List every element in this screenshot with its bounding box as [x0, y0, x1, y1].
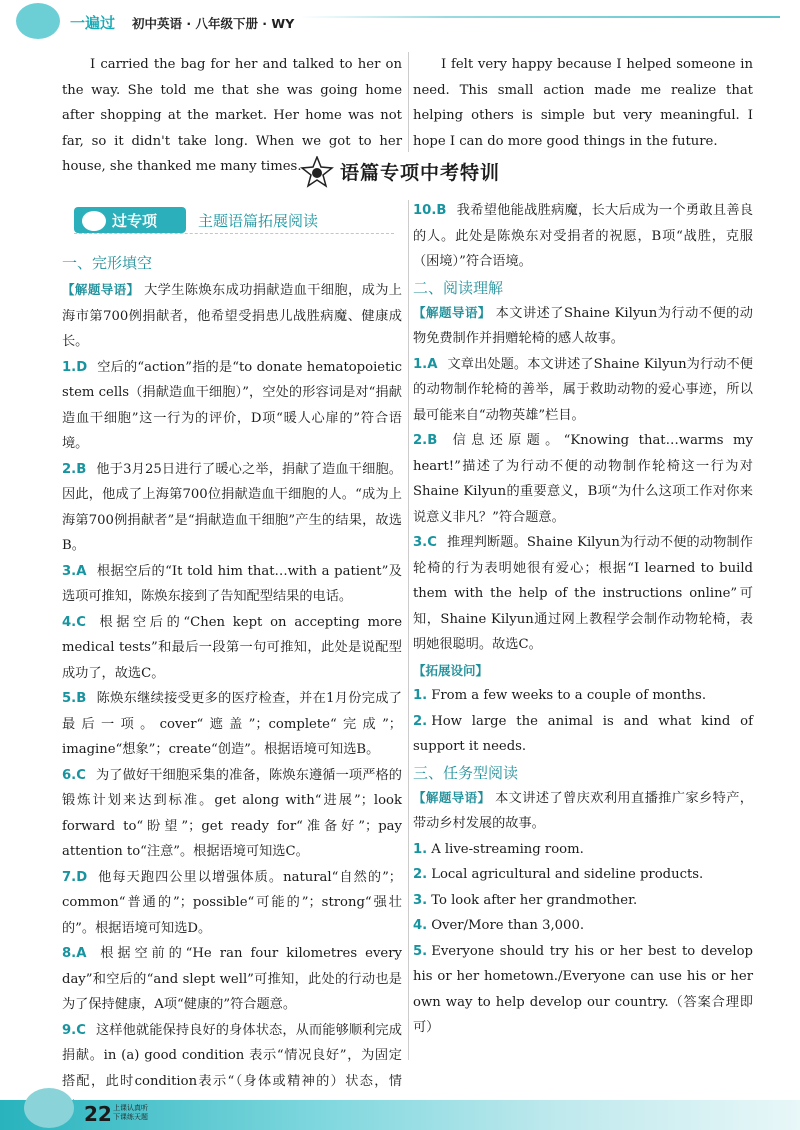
item-answer: B — [427, 433, 438, 448]
answer-item — [413, 428, 753, 530]
mascot-logo-icon — [16, 3, 60, 39]
item-answer: D — [76, 869, 88, 885]
answer-item — [62, 941, 402, 1018]
item-text: 他每天跑四公里以增强体质。natural“自然的”；common“普通的”；possible“可能的”；strong“强壮的”。根据语境可知选D。 — [62, 869, 402, 936]
item-answer: A — [76, 563, 87, 579]
guide-tag: 【解题导语】 — [413, 789, 491, 805]
item-number: 9. — [62, 1022, 77, 1038]
item-number: 8. — [62, 946, 77, 961]
item-text: 他于3月25日进行了暖心之举，捐献了造血干细胞。因此，他成了上海第700位捐献造血干细胞的人。“成为上海第700例捐献者”是“捐献造血干细胞”产生的结果，故选B。 — [62, 461, 402, 553]
item-answer: C — [76, 767, 86, 783]
answer-item — [413, 939, 753, 1041]
page-number: 22 — [84, 1102, 112, 1126]
item-answer: B — [436, 203, 447, 218]
extend-tag: 【拓展设问】 — [413, 662, 489, 678]
section3-answers — [413, 837, 753, 1041]
item-text: Everyone should try his or her best to develop his or her hometown./Everyone can use his or her own way to help develop our country.（答案合理即可） — [413, 943, 753, 1035]
item-text: From a few weeks to a couple of months. — [431, 688, 707, 703]
extend-answers — [413, 683, 753, 760]
item-number: 4. — [413, 918, 428, 933]
item-answer: B — [76, 691, 87, 706]
item-answer: B — [76, 461, 87, 477]
answer-item — [413, 837, 753, 863]
answer-item — [413, 530, 753, 658]
answer-item — [413, 888, 753, 914]
item-text: To look after her grandmother. — [431, 892, 638, 908]
column-divider — [408, 200, 409, 1060]
item-text: 文章出处题。本文讲述了Shaine Kilyun为行动不便的动物制作轮椅的善举，属于救助动物的爱心事迹，所以最可能来自“动物英雄”栏目。 — [413, 356, 753, 423]
item-answer: C — [427, 535, 437, 550]
item-number: 3. — [62, 563, 77, 579]
answer-item — [413, 683, 753, 709]
answer-item — [62, 763, 402, 865]
ribbon-title: 主题语篇拓展阅读 — [198, 212, 319, 230]
item-text: A live-streaming room. — [431, 841, 584, 857]
item-answer: C — [76, 614, 86, 630]
answer-item — [62, 610, 402, 687]
item-text: 我希望他能战胜病魔，长大后成为一个勇敢且善良的人。此处是陈焕东对受捐者的祝愿，B项“战胜，克服（困境）”符合语境。 — [413, 203, 753, 269]
slogan-line: 下课练天题 — [113, 1113, 148, 1121]
guide-tag: 【解题导语】 — [413, 304, 491, 320]
item-text: 为了做好干细胞采集的准备，陈焕东遵循一项严格的锻炼计划来达到标准。get along with“进展”；look forward to“盼望”；get ready for“准备好”；pay attention to“注意”。根据语境可知选C。 — [62, 767, 402, 859]
answer-item — [62, 559, 402, 610]
item-text: 陈焕东继续接受更多的医疗检查，并在1月份完成了最后一项。cover“遮盖”；complete“完成”；imagine“想象”；create“创造”。根据语境可知选B。 — [62, 691, 402, 757]
page-header — [0, 0, 800, 42]
answer-item — [413, 709, 753, 760]
section-banner — [300, 152, 520, 192]
item-number: 2. — [62, 461, 77, 477]
section1-title: 一、完形填空 — [62, 254, 153, 272]
guide-tag: 【解题导语】 — [62, 282, 140, 297]
item-text: 根据空后的“Chen kept on accepting more medical tests”和最后一段第一句可推知，此处是说配型成功了，故选C。 — [62, 614, 402, 681]
slogan-line: 上课认真听 — [113, 1104, 148, 1112]
section2-title: 二、阅读理解 — [413, 278, 504, 297]
item-number: 2. — [413, 867, 428, 882]
answer-item — [62, 457, 402, 559]
section3-guide — [413, 785, 753, 837]
item-text: How large the animal is and what kind of support it needs. — [413, 713, 753, 754]
guide-text: 本文讲述了曾庆欢利用直播推广家乡特产，带动乡村发展的故事。 — [413, 790, 753, 831]
item-text: 信息还原题。“Knowing that…warms my heart!”描述了为行动不便的动物制作轮椅这一行为对Shaine Kilyun的重要意义，B项“为什么这项工作对你来说意义非凡？”符合题意。 — [413, 433, 753, 525]
header-rule — [300, 16, 780, 18]
item-answer: A — [427, 356, 438, 372]
section1-answers — [62, 355, 402, 1120]
mascot-icon — [24, 1088, 74, 1128]
star-badge-icon — [300, 156, 334, 188]
brand-name: 一遍过 — [70, 14, 116, 32]
answer-item — [413, 862, 753, 888]
answer-item — [413, 198, 753, 275]
left-column — [62, 252, 402, 1120]
item-number: 1. — [62, 359, 77, 375]
ribbon-tag: 过专项 — [112, 212, 158, 230]
section2-answers — [413, 352, 753, 658]
item-text: 根据空后的“It told him that…with a patient”及选项可推知，陈焕东接到了告知配型结果的电话。 — [62, 563, 402, 604]
guide-text: 大学生陈焕东成功捐献造血干细胞，成为上海市第700例捐献者，他希望受捐患儿战胜病魔、健康成长。 — [62, 283, 402, 349]
item-number: 2. — [413, 433, 428, 448]
item-text: 这样他就能保持良好的身体状态，从而能够顺利完成捐献。in (a) good condition 表示“情况良好”，为固定搭配，此时condition表示“（身体或精神的）状态，情 — [62, 1022, 402, 1089]
item-number: 6. — [62, 767, 77, 783]
item-number: 1. — [413, 841, 428, 857]
item-number: 4. — [62, 614, 77, 630]
item-number: 7. — [62, 869, 77, 885]
answer-item — [62, 686, 402, 763]
guide-text: 本文讲述了Shaine Kilyun为行动不便的动物免费制作并捐赠轮椅的感人故事。 — [413, 305, 753, 346]
item-number: 5. — [62, 691, 77, 706]
footer-slogan — [113, 1104, 148, 1122]
item-answer: D — [76, 359, 88, 375]
item-text: 空后的“action”指的是“to donate hematopoietic stem cells（捐献造血干细胞）”，空处的形容词是对“捐献造血干细胞”这一行为的评价，D项“暖人心扉的”符合语境。 — [62, 359, 402, 451]
item-text: Local agricultural and sideline products. — [431, 867, 704, 882]
item-text: Over/More than 3,000. — [431, 918, 585, 933]
answer-item — [413, 352, 753, 429]
top-right-paragraph: I felt very happy because I helped someone in need. This small action made me realize that helping others is simple but very meaningful. I hope I can do more good things in the future. — [413, 57, 753, 149]
item-text: 推理判断题。Shaine Kilyun为行动不便的动物制作轮椅的行为表明她很有爱心；根据“I learned to build them with the help of the instructions online”可知，Shaine Kilyun通过网上教程学会制作动物轮椅，表明她很聪明。故选C。 — [413, 535, 753, 652]
item-number: 1. — [413, 688, 428, 703]
item-number: 10. — [413, 203, 437, 218]
item-number: 2. — [413, 713, 428, 729]
section2-guide — [413, 300, 753, 352]
banner-title: 语篇专项中考特训 — [340, 162, 501, 184]
item-number: 5. — [413, 943, 428, 959]
answer-item — [62, 865, 402, 942]
top-left-paragraph: I carried the bag for her and talked to her on the way. She told me that she was going home after shopping at the market. Her home was not far, so it didn't take long. When we got to her house, she thanked me many times. — [62, 57, 402, 174]
right-column — [413, 198, 753, 1041]
item-number: 3. — [413, 535, 428, 550]
item-number: 3. — [413, 892, 428, 908]
section1-guide — [62, 277, 402, 355]
section3-title: 三、任务型阅读 — [413, 763, 519, 782]
item-answer: C — [76, 1022, 86, 1038]
book-subtitle: 初中英语 · 八年级下册 · WY — [132, 16, 295, 31]
item-number: 1. — [413, 356, 428, 372]
answer-item — [62, 355, 402, 457]
topic-ribbon — [74, 201, 394, 241]
item-text: 根据空前的“He ran four kilometres every day”和空后的“and slept well”可推知，此处的行动也是为了保持健康，A项“健康的”符合题意。 — [62, 946, 402, 1012]
column-divider-top — [408, 52, 409, 152]
item-answer: A — [76, 946, 87, 961]
section1-answers-cont — [413, 198, 753, 275]
answer-item — [413, 913, 753, 939]
mascot-icon — [82, 211, 106, 231]
